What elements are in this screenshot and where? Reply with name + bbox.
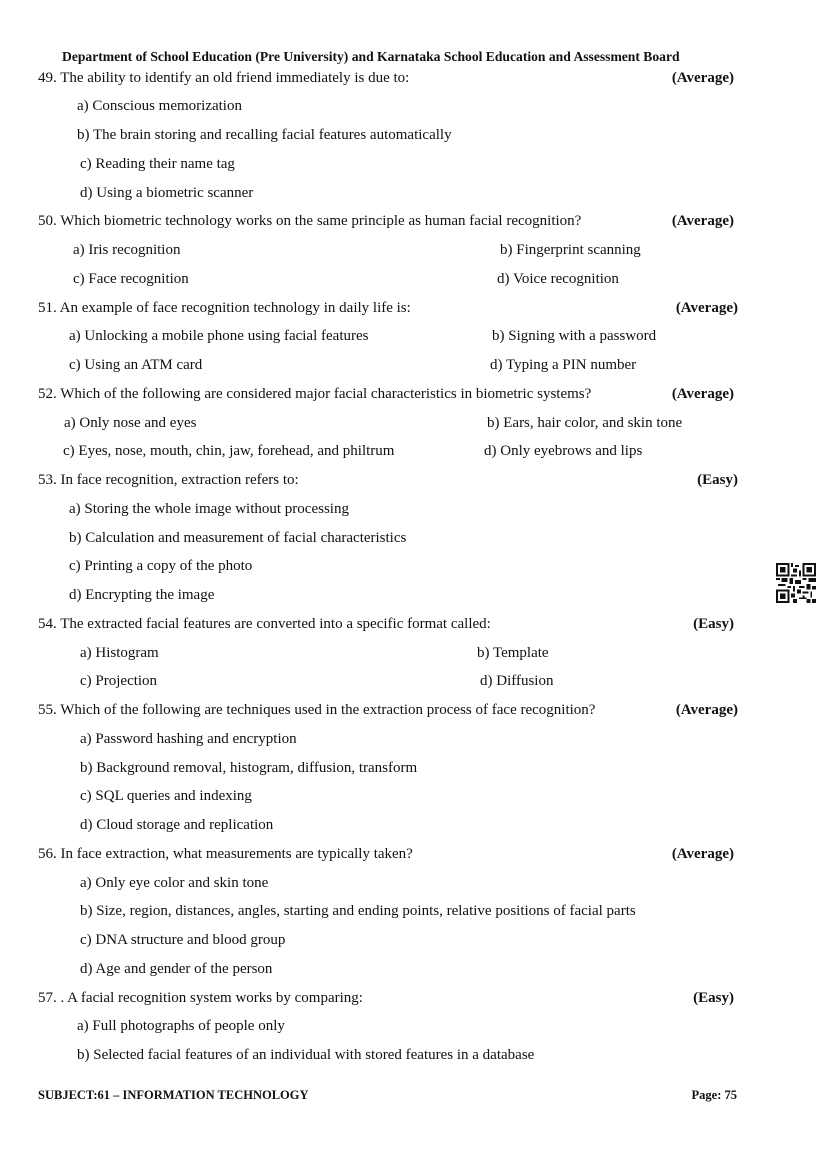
question-53-option-a: a) Storing the whole image without processing xyxy=(69,501,349,517)
question-53-option-d: d) Encrypting the image xyxy=(69,587,215,603)
question-54-difficulty: (Easy) xyxy=(693,616,734,632)
question-50-option-a: a) Iris recognition xyxy=(73,242,181,258)
question-51-text: 51. An example of face recognition technology in daily life is: xyxy=(38,300,411,316)
question-55-option-c: c) SQL queries and indexing xyxy=(80,788,252,804)
question-54-text: 54. The extracted facial features are converted into a specific format called: xyxy=(38,616,491,632)
question-56-difficulty: (Average) xyxy=(671,846,734,862)
question-56-option-b: b) Size, region, distances, angles, starting and ending points, relative positions of facial parts xyxy=(80,903,636,919)
question-55-option-d: d) Cloud storage and replication xyxy=(80,817,274,833)
question-51-option-c: c) Using an ATM card xyxy=(69,357,203,373)
question-51-option-b: b) Signing with a password xyxy=(492,328,657,344)
question-49-option-b: b) The brain storing and recalling facial features automatically xyxy=(77,127,452,143)
question-50-option-b: b) Fingerprint scanning xyxy=(500,242,641,258)
question-54-option-d: d) Diffusion xyxy=(480,673,554,689)
question-49-option-d: d) Using a biometric scanner xyxy=(80,185,254,201)
question-52-text: 52. Which of the following are considered major facial characteristics in biometric systems? xyxy=(38,386,592,402)
question-51-option-d: d) Typing a PIN number xyxy=(490,357,637,373)
question-57-option-a: a) Full photographs of people only xyxy=(77,1018,285,1034)
question-55-text: 55. Which of the following are techniques used in the extraction process of face recognition? xyxy=(38,702,596,718)
qr-code-icon xyxy=(776,563,816,603)
question-50-option-c: c) Face recognition xyxy=(73,271,189,287)
page-header: Department of School Education (Pre University) and Karnataka School Education and Assessment Board xyxy=(62,49,680,64)
footer-subject: SUBJECT:61 – INFORMATION TECHNOLOGY xyxy=(38,1088,309,1102)
question-56-text: 56. In face extraction, what measurements are typically taken? xyxy=(38,846,413,862)
question-55-option-b: b) Background removal, histogram, diffusion, transform xyxy=(80,760,418,776)
footer-page-number: Page: 75 xyxy=(691,1088,737,1102)
question-53-difficulty: (Easy) xyxy=(697,472,738,488)
question-55-option-a: a) Password hashing and encryption xyxy=(80,731,297,747)
question-52-difficulty: (Average) xyxy=(671,386,734,402)
question-50-option-d: d) Voice recognition xyxy=(497,271,619,287)
question-54-option-c: c) Projection xyxy=(80,673,158,689)
question-53-option-c: c) Printing a copy of the photo xyxy=(69,558,253,574)
question-49-difficulty: (Average) xyxy=(671,70,734,86)
question-50-text: 50. Which biometric technology works on the same principle as human facial recognition? xyxy=(38,213,582,229)
question-49-option-c: c) Reading their name tag xyxy=(80,156,235,172)
question-56-option-a: a) Only eye color and skin tone xyxy=(80,875,269,891)
question-52-option-b: b) Ears, hair color, and skin tone xyxy=(487,415,683,431)
question-54-option-a: a) Histogram xyxy=(80,645,159,661)
question-51-difficulty: (Average) xyxy=(675,300,738,316)
question-53-text: 53. In face recognition, extraction refers to: xyxy=(38,472,299,488)
question-56-option-d: d) Age and gender of the person xyxy=(80,961,273,977)
question-52-option-c: c) Eyes, nose, mouth, chin, jaw, forehead, and philtrum xyxy=(63,443,395,459)
question-56-option-c: c) DNA structure and blood group xyxy=(80,932,286,948)
question-52-option-d: d) Only eyebrows and lips xyxy=(484,443,643,459)
question-57-option-b: b) Selected facial features of an individual with stored features in a database xyxy=(77,1047,535,1063)
question-53-option-b: b) Calculation and measurement of facial characteristics xyxy=(69,530,407,546)
question-54-option-b: b) Template xyxy=(477,645,549,661)
question-49-text: 49. The ability to identify an old friend immediately is due to: xyxy=(38,70,410,86)
question-55-difficulty: (Average) xyxy=(675,702,738,718)
question-57-text: 57. . A facial recognition system works by comparing: xyxy=(38,990,363,1006)
question-51-option-a: a) Unlocking a mobile phone using facial features xyxy=(69,328,369,344)
question-50-difficulty: (Average) xyxy=(671,213,734,229)
question-57-difficulty: (Easy) xyxy=(693,990,734,1006)
question-52-option-a: a) Only nose and eyes xyxy=(64,415,197,431)
question-49-option-a: a) Conscious memorization xyxy=(77,98,242,114)
